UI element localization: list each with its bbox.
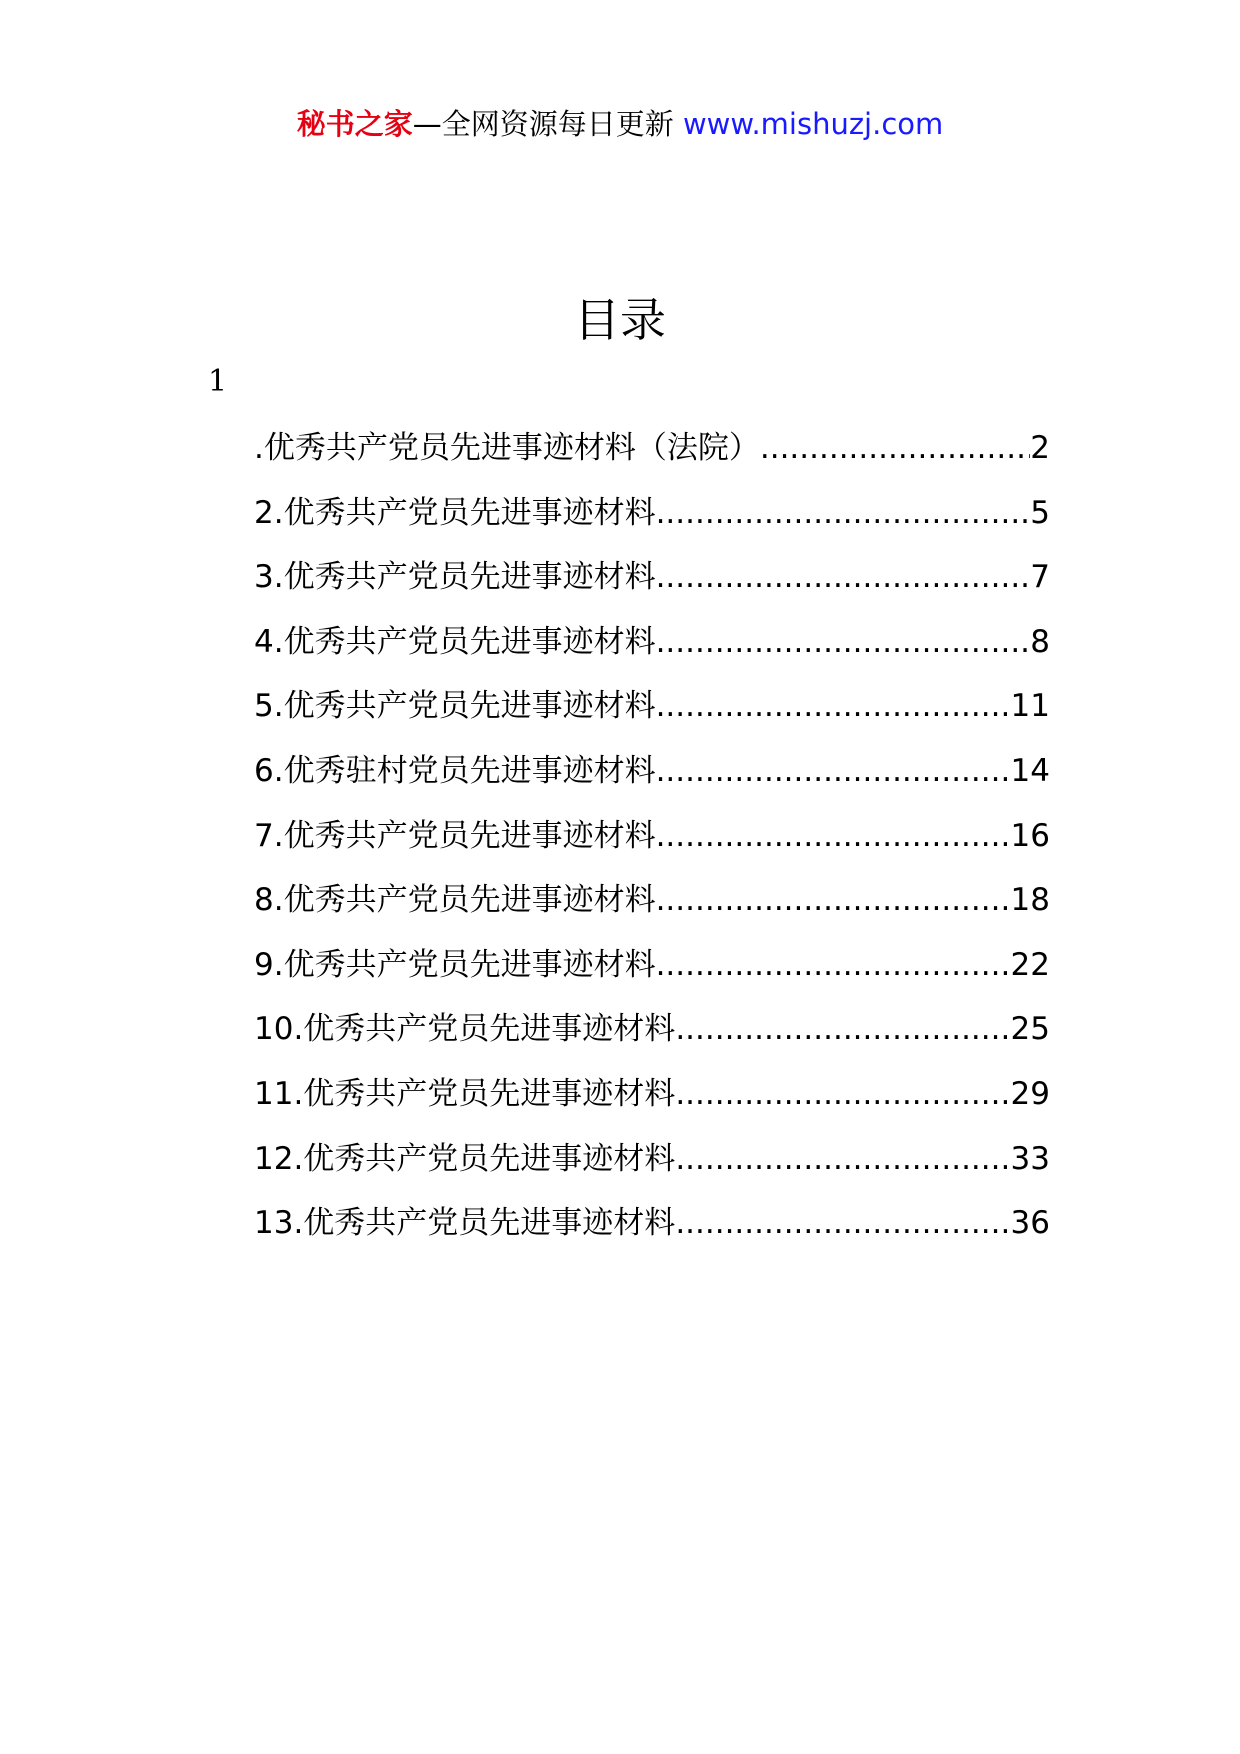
toc-dot-leader [675, 1009, 1010, 1049]
toc-entry-page-number: 25 [1010, 1011, 1050, 1048]
toc-entry-page-number: 22 [1010, 946, 1050, 983]
toc-entry-page-number: 29 [1010, 1075, 1050, 1112]
toc-entry-8[interactable] [254, 880, 1050, 945]
site-tagline: —全网资源每日更新 [412, 107, 683, 141]
table-of-contents [254, 428, 1050, 1268]
site-header [0, 102, 1240, 146]
toc-entry-page-number: 18 [1010, 882, 1050, 919]
toc-entry-page-number: 36 [1010, 1205, 1050, 1242]
toc-dot-leader [760, 428, 1030, 468]
toc-entry-4[interactable] [254, 622, 1050, 687]
toc-entry-10[interactable] [254, 1009, 1050, 1074]
toc-entry-title: .优秀共产党员先进事迹材料（法院） [254, 430, 760, 466]
toc-entry-page-number: 14 [1010, 752, 1050, 789]
toc-entry-title: 4.优秀共产党员先进事迹材料 [254, 623, 656, 660]
toc-entry-page-number: 7 [1030, 559, 1050, 596]
toc-entry-page-number: 8 [1030, 623, 1050, 660]
toc-entry-2[interactable] [254, 493, 1050, 558]
toc-title: 目录 [574, 293, 666, 347]
toc-dot-leader [656, 945, 1011, 985]
toc-entry-13[interactable] [254, 1203, 1050, 1268]
toc-dot-leader [656, 493, 1031, 533]
toc-entry-title: 10.优秀共产党员先进事迹材料 [254, 1011, 676, 1048]
toc-entry-page-number: 2 [1030, 430, 1050, 466]
toc-dot-leader [656, 557, 1031, 597]
toc-entry-page-number: 5 [1030, 494, 1050, 531]
site-brand: 秘书之家 [296, 107, 413, 141]
toc-dot-leader [675, 1203, 1010, 1243]
toc-dot-leader [675, 1139, 1010, 1179]
toc-entry-9[interactable] [254, 945, 1050, 1010]
toc-list-marker: 1 [208, 364, 228, 399]
toc-entry-title: 5.优秀共产党员先进事迹材料 [254, 688, 656, 725]
toc-entry-title: 3.优秀共产党员先进事迹材料 [254, 559, 656, 596]
toc-entry-6[interactable] [254, 751, 1050, 816]
toc-entry-3[interactable] [254, 557, 1050, 622]
toc-entry-title: 7.优秀共产党员先进事迹材料 [254, 817, 656, 854]
toc-entry-5[interactable] [254, 686, 1050, 751]
toc-dot-leader [656, 751, 1011, 791]
toc-dot-leader [656, 880, 1011, 920]
toc-entry-12[interactable] [254, 1139, 1050, 1204]
toc-entry-title: 13.优秀共产党员先进事迹材料 [254, 1205, 676, 1242]
toc-entry-title: 8.优秀共产党员先进事迹材料 [254, 882, 656, 919]
toc-entry-page-number: 11 [1010, 688, 1050, 725]
toc-entry-title: 12.优秀共产党员先进事迹材料 [254, 1140, 676, 1177]
site-url-link[interactable]: www.mishuzj.com [682, 107, 944, 141]
toc-entry-page-number: 33 [1010, 1140, 1050, 1177]
toc-entry-1[interactable] [254, 428, 1050, 493]
toc-entry-title: 11.优秀共产党员先进事迹材料 [254, 1075, 676, 1112]
toc-dot-leader [656, 686, 1011, 726]
toc-entry-title: 6.优秀驻村党员先进事迹材料 [254, 752, 656, 789]
toc-entry-title: 2.优秀共产党员先进事迹材料 [254, 494, 656, 531]
toc-entry-11[interactable] [254, 1074, 1050, 1139]
toc-entry-7[interactable] [254, 816, 1050, 881]
toc-entry-page-number: 16 [1010, 817, 1050, 854]
toc-entry-title: 9.优秀共产党员先进事迹材料 [254, 946, 656, 983]
toc-dot-leader [656, 622, 1031, 662]
toc-dot-leader [656, 816, 1011, 856]
toc-dot-leader [675, 1074, 1010, 1114]
